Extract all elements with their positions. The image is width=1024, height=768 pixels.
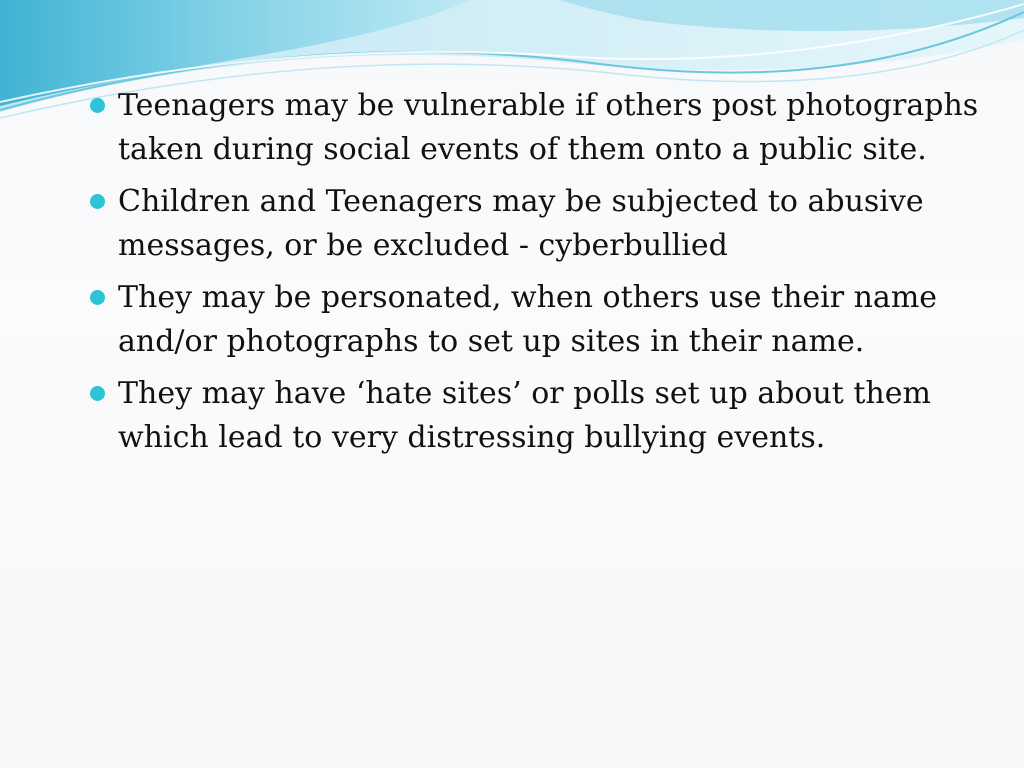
bullet-text: Children and Teenagers may be subjected to abusive messages, or be excluded - cyberbullied bbox=[118, 184, 924, 263]
bullet-item bbox=[88, 180, 998, 268]
bullet-marker-icon bbox=[90, 290, 105, 305]
bullet-text: Teenagers may be vulnerable if others post photographs taken during social events of them onto a public site. bbox=[118, 88, 979, 167]
bullet-marker-icon bbox=[90, 98, 105, 113]
bullet-item bbox=[88, 84, 998, 172]
bullet-marker-icon bbox=[90, 386, 105, 401]
bullet-text: They may be personated, when others use their name and/or photographs to set up sites in their name. bbox=[118, 280, 938, 359]
bullet-text: They may have ‘hate sites’ or polls set up about them which lead to very distressing bullying events. bbox=[118, 376, 931, 455]
bullet-item bbox=[88, 276, 998, 364]
bullet-item bbox=[88, 372, 998, 460]
bullet-list bbox=[88, 84, 998, 468]
bullet-marker-icon bbox=[90, 194, 105, 209]
